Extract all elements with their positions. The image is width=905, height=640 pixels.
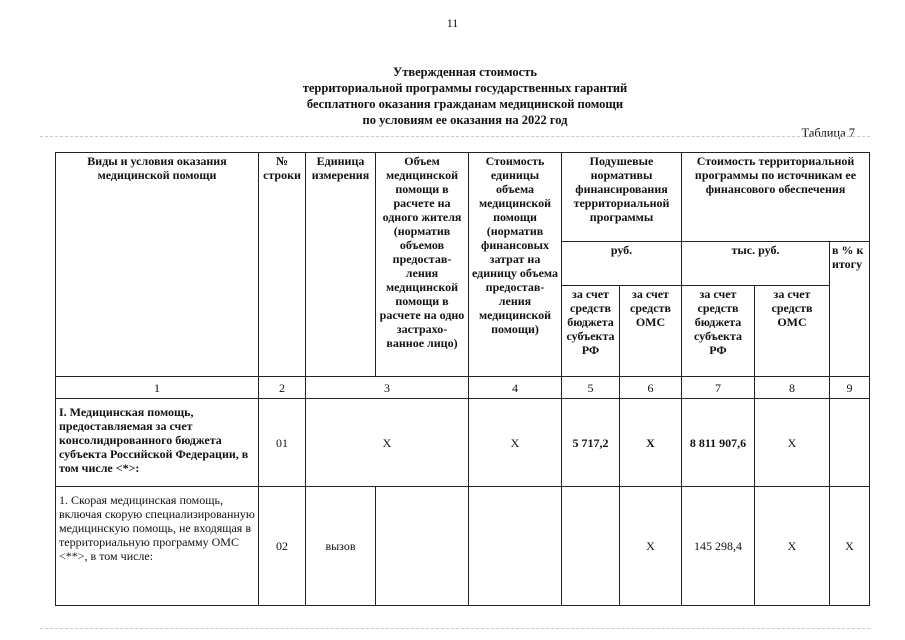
col-number: 4	[469, 376, 562, 398]
row-unit-cost: Х	[469, 399, 562, 487]
col-number: 3	[306, 376, 469, 398]
header-rub: руб.	[562, 242, 682, 285]
table-row	[56, 487, 870, 606]
header-unit-cost: Стоимость единицы объема медицинской помощи (норматив финансовых затрат на единицу объема предостав-ления медицинской помощи)	[469, 153, 562, 377]
row-name: 1. Скорая медицинская помощь, включая скорую специализированную медицинскую помощь, не входящая в территориальную программу ОМС <**>, в том числе:	[56, 487, 259, 606]
header-pc-oms: за счет средств ОМС	[620, 285, 682, 376]
document-title	[230, 64, 700, 128]
row-volume	[376, 487, 469, 606]
cost-table	[55, 152, 870, 606]
header-line-no: № строки	[259, 153, 306, 377]
row-pct	[830, 399, 870, 487]
row-pc-budget	[562, 487, 620, 606]
row-line: 01	[259, 399, 306, 487]
header-thous-rub: тыс. руб.	[682, 242, 830, 285]
title-line: территориальной программы государственных гарантий	[302, 81, 628, 95]
table-label: Таблица 7	[801, 126, 855, 140]
header-kind: Виды и условия оказания медицинской помощи	[56, 153, 259, 377]
header-per-capita: Подушевые нормативы финансирования территориальной программы	[562, 153, 682, 242]
row-pct: Х	[830, 487, 870, 606]
col-number: 5	[562, 376, 620, 398]
row-volume: Х	[306, 399, 469, 487]
header-volume: Объем медицинской помощи в расчете на одного жителя (норматив объемов предостав-ления медицинской помощи в расчете на одно застрахо-ванное лицо)	[376, 153, 469, 377]
col-number: 1	[56, 376, 259, 398]
header-percent: в % к итогу	[830, 242, 870, 377]
row-cost-budget: 8 811 907,6	[682, 399, 755, 487]
header-cost-oms: за счет средств ОМС	[755, 285, 830, 376]
col-number: 7	[682, 376, 755, 398]
col-number: 6	[620, 376, 682, 398]
col-number: 2	[259, 376, 306, 398]
row-line: 02	[259, 487, 306, 606]
title-line: Утвержденная стоимость	[393, 65, 537, 79]
header-unit: Единица измерения	[306, 153, 376, 377]
row-pc-oms: Х	[620, 487, 682, 606]
row-cost-oms: Х	[755, 399, 830, 487]
title-line: по условиям ее оказания на 2022 год	[362, 113, 568, 127]
scan-artifact-line	[40, 628, 870, 629]
header-cost-budget: за счет средств бюджета субъекта РФ	[682, 285, 755, 376]
scan-artifact-line	[40, 136, 870, 137]
col-number: 8	[755, 376, 830, 398]
header-total-cost: Стоимость территориальной программы по источникам ее финансового обеспечения	[682, 153, 870, 242]
row-cost-oms: Х	[755, 487, 830, 606]
row-name: I. Медицинская помощь, предоставляемая за счет консолидированного бюджета субъекта Российской Федерации, в том числе <*>:	[56, 399, 259, 487]
header-pc-budget: за счет средств бюджета субъекта РФ	[562, 285, 620, 376]
title-line: бесплатного оказания гражданам медицинской помощи	[306, 97, 624, 111]
table-row	[56, 399, 870, 487]
row-cost-budget: 145 298,4	[682, 487, 755, 606]
row-unit-cost	[469, 487, 562, 606]
col-number: 9	[830, 376, 870, 398]
page-number: 11	[446, 16, 459, 30]
row-unit: вызов	[306, 487, 376, 606]
row-pc-budget: 5 717,2	[562, 399, 620, 487]
row-pc-oms: Х	[620, 399, 682, 487]
